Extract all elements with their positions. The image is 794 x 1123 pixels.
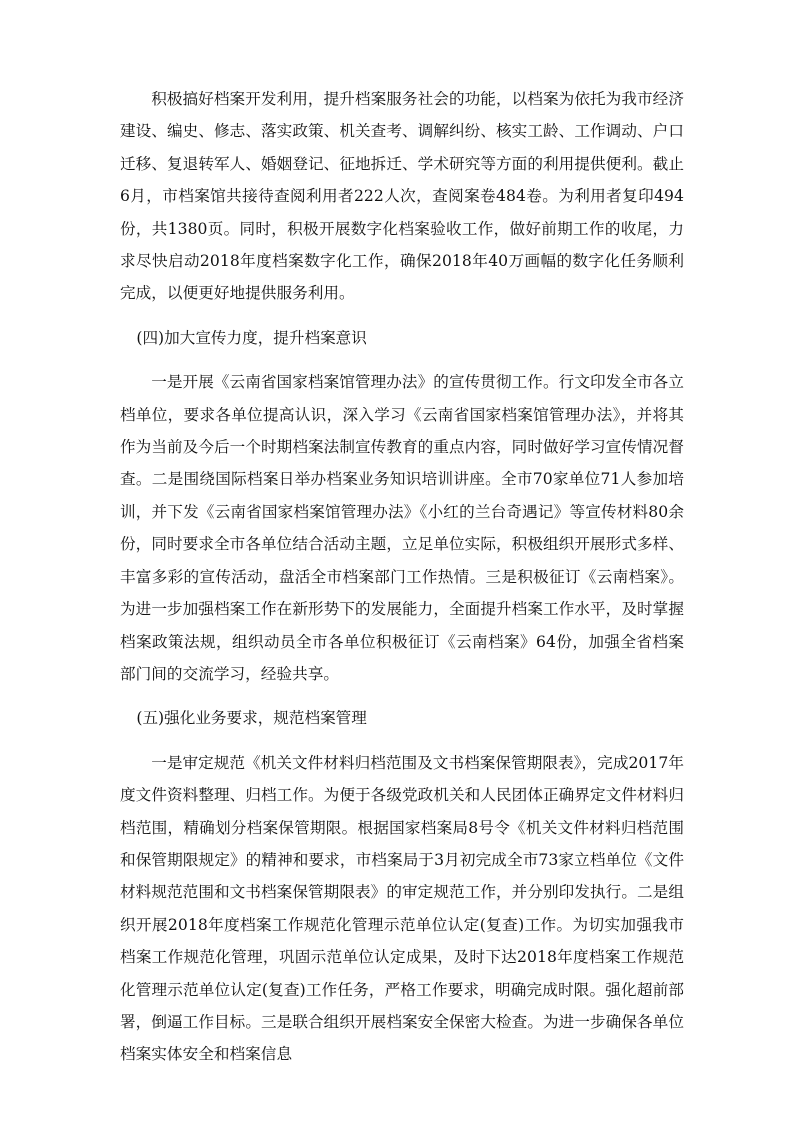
paragraph-business-management: 一是审定规范《机关文件材料归档范围及文书档案保管期限表》，完成2017年度文件资料整理、归档工作。为便于各级党政机关和人民团体正确界定文件材料归档范围，精确划分档案保管期限。根据国家档案局8号令《机关文件材料归档范围和保管期限规定》的精神和要求，市档案局于3月初完成全市73家立档单位《文件材料规范范围和文书档案保管期限表》的审定规范工作，并分别印发执行。二是组织开展2018年度档案工作规范化管理示范单位认定(复查)工作。为切实加强我市档案工作规范化管理，巩固示范单位认定成果，及时下达2018年度档案工作规范化管理示范单位认定(复查)工作任务，严格工作要求，明确完成时限。强化超前部署，倒逼工作目标。三是联合组织开展档案安全保密大检查。为进一步确保各单位档案实体安全和档案信息 bbox=[120, 753, 684, 1064]
paragraph-archive-utilization: 积极搞好档案开发利用，提升档案服务社会的功能，以档案为依托为我市经济建设、编史、修志、落实政策、机关查考、调解纠纷、核实工龄、工作调动、户口迁移、复退转军人、婚姻登记、征地拆迁、学术研究等方面的利用提供便利。截止6月，市档案馆共接待查阅利用者222人次，查阅案卷484卷。为利用者复印494份，共1380页。同时，积极开展数字化档案验收工作，做好前期工作的收尾，力求尽快启动2018年度档案数字化工作，确保2018年40万画幅的数字化任务顺利完成，以便更好地提供服务利用。 bbox=[120, 90, 684, 303]
paragraph-publicity: 一是开展《云南省国家档案馆管理办法》的宣传贯彻工作。行文印发全市各立档单位，要求各单位提高认识，深入学习《云南省国家档案馆管理办法》，并将其作为当前及今后一个时期档案法制宣传教育的重点内容，同时做好学习宣传情况督查。二是围绕国际档案日举办档案业务知识培训讲座。全市70家单位71人参加培训，并下发《云南省国家档案馆管理办法》《小红的兰台奇遇记》等宣传材料80余份，同时要求全市各单位结合活动主题，立足单位实际，积极组织开展形式多样、丰富多彩的宣传活动，盘活全市档案部门工作热情。三是积极征订《云南档案》。为进一步加强档案工作在新形势下的发展能力，全面提升档案工作水平，及时掌握档案政策法规，组织动员全市各单位积极征订《云南档案》64份，加强全省档案部门间的交流学习，经验共享。 bbox=[120, 373, 684, 683]
section-heading-business-management: (五)强化业务要求，规范档案管理 bbox=[136, 709, 367, 728]
section-heading-publicity: (四)加大宣传力度，提升档案意识 bbox=[136, 328, 367, 347]
